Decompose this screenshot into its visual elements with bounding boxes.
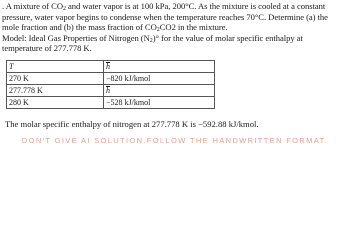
enthalpy-table <box>6 60 215 109</box>
problem-line-2: pressure, water vapor begins to condense when the temperature reaches 70°C. Determine (a) the <box>2 11 328 22</box>
answer-line: The molar specific enthalpy of nitrogen at 277.778 K is −592.88 kJ/kmol. <box>5 119 259 129</box>
cell-enthalpy <box>104 85 215 97</box>
instruction-note: DON'T GIVE AI SOLUTION.FOLLOW THE HANDWRITTEN FORMAT. <box>21 136 329 145</box>
cell-enthalpy: −820 kJ/kmol <box>104 73 215 85</box>
problem-text: mole fraction and (b) the mass fraction of CO <box>2 22 157 33</box>
header-h-symbol: h <box>106 62 110 71</box>
table-row <box>7 73 215 85</box>
header-t-symbol: T <box>9 62 14 71</box>
header-temperature <box>7 61 104 73</box>
table-header-row <box>7 61 215 73</box>
subscript: 2 <box>62 6 66 12</box>
cell-enthalpy: −528 kJ/kmol <box>104 97 215 109</box>
model-text: Model: Ideal Gas Properties of Nitrogen (N <box>2 32 150 43</box>
problem-line-3 <box>2 22 346 33</box>
cell-temperature: 280 K <box>7 97 104 109</box>
problem-line-1 <box>2 1 346 12</box>
cell-temperature: 270 K <box>7 73 104 85</box>
subscript: 2 <box>156 27 160 34</box>
cell-temperature: 277.778 K <box>7 85 104 97</box>
subscript: 2 <box>149 37 153 44</box>
model-line <box>2 33 346 44</box>
problem-text: . A mixture of CO <box>2 1 63 11</box>
table-row <box>7 97 215 109</box>
problem-text: and water vapor is at 100 kPa, 200°C. As the mixture is cooled at a constant <box>65 1 326 11</box>
model-text: )° for the value of molar specific enthalpy at <box>152 32 303 43</box>
interpolation-table <box>6 60 215 109</box>
model-line-2: temperature of 277.778 K. <box>2 43 92 54</box>
problem-statement <box>2 1 346 54</box>
problem-text: CO2 in the mixture. <box>159 22 228 33</box>
header-enthalpy <box>104 61 215 73</box>
unknown-h-symbol: h <box>106 86 110 95</box>
table-row <box>7 85 215 97</box>
